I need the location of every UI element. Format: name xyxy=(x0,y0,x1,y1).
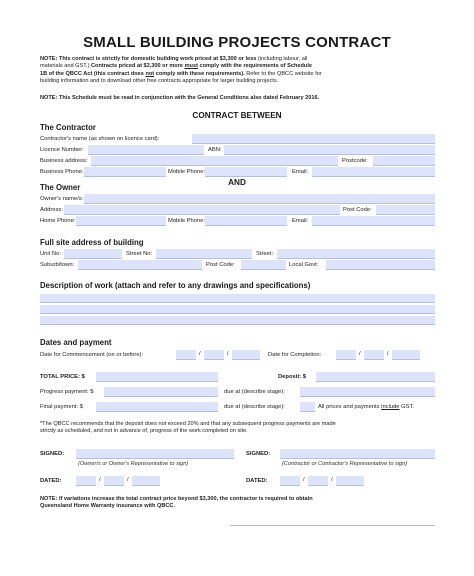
completion-day[interactable] xyxy=(336,350,356,360)
owner-mobile-label: Mobile Phone: xyxy=(168,218,206,224)
contractor-name-label: Contractor's name (as shown on licence card): xyxy=(40,136,160,142)
contractor-signed-label: SIGNED: xyxy=(246,451,271,457)
gst-note: All prices and payments include GST. xyxy=(318,404,415,410)
page-title: SMALL BUILDING PROJECTS CONTRACT xyxy=(83,34,391,51)
owner-email-label: Email: xyxy=(292,218,309,224)
site-address-heading: Full site address of building xyxy=(40,238,144,247)
total-price-label: TOTAL PRICE: $ xyxy=(40,374,85,380)
contractor-dated-day[interactable] xyxy=(280,476,300,486)
suburb-field[interactable] xyxy=(78,260,202,270)
contract-between-heading: CONTRACT BETWEEN xyxy=(192,111,282,120)
site-postcode-field[interactable] xyxy=(241,260,286,270)
owner-postcode-label: Post Code: xyxy=(343,207,372,213)
contractor-email-field[interactable] xyxy=(312,167,435,177)
contractor-dated-label: DATED: xyxy=(246,478,268,484)
owner-signature-caption: (Owner/s or Owner's Representative to sign) xyxy=(78,461,189,467)
business-phone-label: Business Phone: xyxy=(40,169,84,175)
unit-no-field[interactable] xyxy=(64,249,122,259)
contractor-signature-caption: (Contractor or Contractor's Representative to sign) xyxy=(282,461,408,467)
contractor-postcode-label: Postcode: xyxy=(342,158,368,164)
owner-dated-day[interactable] xyxy=(76,476,96,486)
work-description-line-2[interactable] xyxy=(40,305,435,314)
home-phone-label: Home Phone: xyxy=(40,218,76,224)
owner-heading: The Owner xyxy=(40,183,81,192)
abn-label: ABN: xyxy=(208,147,222,153)
total-price-field[interactable] xyxy=(96,372,218,382)
home-phone-field[interactable] xyxy=(76,216,166,226)
commencement-year[interactable] xyxy=(232,350,260,360)
site-postcode-label: Post Code: xyxy=(206,262,235,268)
owner-mobile-field[interactable] xyxy=(205,216,287,226)
final-due-field[interactable] xyxy=(300,402,315,412)
suburb-label: Suburb/town: xyxy=(40,262,75,268)
completion-year[interactable] xyxy=(392,350,420,360)
owner-dated-year[interactable] xyxy=(132,476,160,486)
progress-due-field[interactable] xyxy=(300,387,435,397)
owner-name-field[interactable] xyxy=(84,194,435,204)
contractor-postcode-field[interactable] xyxy=(373,156,435,166)
local-govt-field[interactable] xyxy=(326,260,435,270)
date-slash: / xyxy=(127,477,129,483)
and-heading: AND xyxy=(228,178,246,187)
owner-name-label: Owner's name/s: xyxy=(40,196,84,202)
footer-rule xyxy=(230,525,435,526)
progress-payment-label: Progress payment: $ xyxy=(40,389,94,395)
owner-dated-month[interactable] xyxy=(104,476,124,486)
licence-number-field[interactable] xyxy=(88,145,204,155)
business-address-field[interactable] xyxy=(91,156,338,166)
note-variations: NOTE: If variations increase the total contract price beyond $3,300, the contractor is required to obtain Queensland Home Warranty insurance with QBCC. xyxy=(40,496,313,510)
final-payment-field[interactable] xyxy=(96,402,218,412)
completion-label: Date for Completion: xyxy=(268,352,322,358)
date-slash: / xyxy=(303,477,305,483)
street-no-label: Street No: xyxy=(126,251,153,257)
note-contract-scope: NOTE: This contract is strictly for domestic building work priced at $3,300 or less (including labour, all materials and GST.) Contracts priced at $3,300 or more must comply with the requirements of Schedule 1B of the QBCC Act (this contract does not comply with these requirements). Refer to the QBCC website for building information and to download other free contracts appropriate for larger building projects. xyxy=(40,56,322,85)
owner-address-field[interactable] xyxy=(64,205,340,215)
date-slash: / xyxy=(227,351,229,357)
date-slash: / xyxy=(331,477,333,483)
contractor-name-field[interactable] xyxy=(192,134,435,144)
contractor-mobile-field[interactable] xyxy=(205,167,287,177)
progress-due-label: due at (describe stage): xyxy=(224,389,285,395)
owner-email-field[interactable] xyxy=(312,216,435,226)
street-no-field[interactable] xyxy=(156,249,252,259)
progress-payment-field[interactable] xyxy=(104,387,218,397)
owner-postcode-field[interactable] xyxy=(376,205,435,215)
contractor-dated-month[interactable] xyxy=(308,476,328,486)
contractor-heading: The Contractor xyxy=(40,123,96,132)
work-description-line-3[interactable] xyxy=(40,316,435,325)
note-general-conditions: NOTE: This Schedule must be read in conjunction with the General Conditions also dated February 2016. xyxy=(40,95,320,101)
contractor-email-label: Email: xyxy=(292,169,309,175)
owner-signature-field[interactable] xyxy=(76,449,234,459)
deposit-field[interactable] xyxy=(316,372,435,382)
date-slash: / xyxy=(99,477,101,483)
business-address-label: Business address: xyxy=(40,158,88,164)
final-payment-label: Final payment: $ xyxy=(40,404,83,410)
abn-field[interactable] xyxy=(224,145,435,155)
qbcc-recommendation: *The QBCC recommends that the deposit does not exceed 20% and that any subsequent progress payments are made strictly as scheduled, and not in advance of, progress of the work completed on site. xyxy=(40,421,336,435)
final-due-label: due at (describe stage): xyxy=(224,404,285,410)
dates-payment-heading: Dates and payment xyxy=(40,338,112,347)
owner-dated-label: DATED: xyxy=(40,478,62,484)
street-field[interactable] xyxy=(277,249,435,259)
deposit-label: Deposit: $ xyxy=(278,374,307,380)
local-govt-label: Local Govt: xyxy=(289,262,319,268)
date-slash: / xyxy=(387,351,389,357)
contractor-signature-field[interactable] xyxy=(280,449,435,459)
work-description-heading: Description of work (attach and refer to any drawings and specifications) xyxy=(40,281,311,290)
date-slash: / xyxy=(199,351,201,357)
owner-signed-label: SIGNED: xyxy=(40,451,65,457)
owner-address-label: Address: xyxy=(40,207,63,213)
contractor-dated-year[interactable] xyxy=(336,476,364,486)
work-description-line-1[interactable] xyxy=(40,294,435,303)
completion-month[interactable] xyxy=(364,350,384,360)
unit-no-label: Unit No: xyxy=(40,251,61,257)
date-slash: / xyxy=(359,351,361,357)
licence-number-label: Licence Number: xyxy=(40,147,84,153)
contractor-mobile-label: Mobile Phone: xyxy=(168,169,206,175)
commencement-label: Date for Commencement (on or before): xyxy=(40,352,144,358)
street-label: Street: xyxy=(256,251,274,257)
commencement-month[interactable] xyxy=(204,350,224,360)
commencement-day[interactable] xyxy=(176,350,196,360)
business-phone-field[interactable] xyxy=(84,167,166,177)
